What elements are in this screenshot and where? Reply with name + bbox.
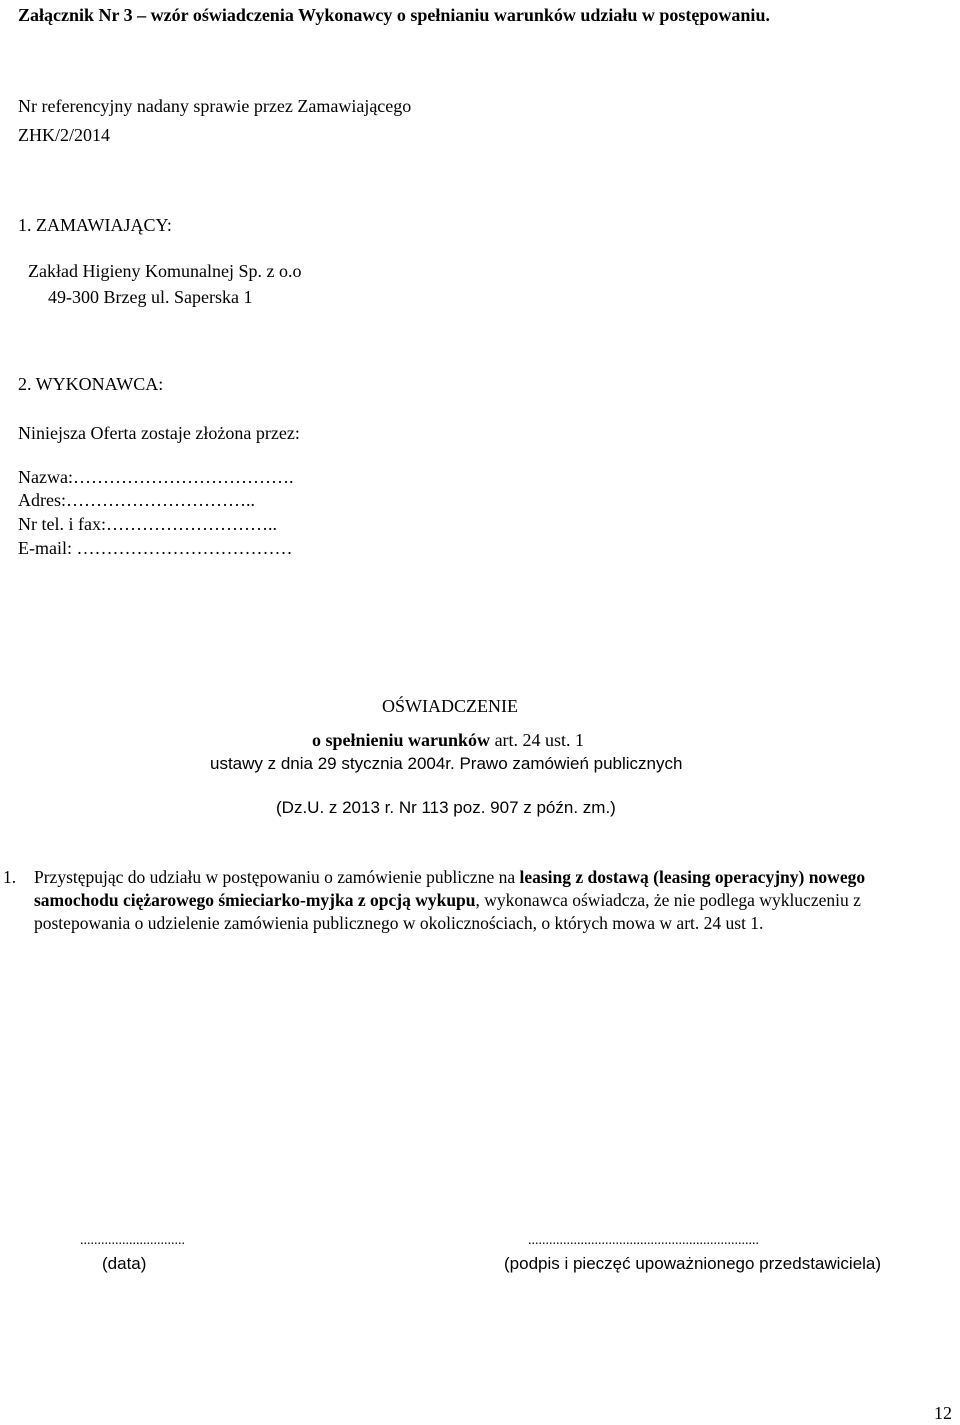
field-blank[interactable]: ………………………….. [66, 490, 255, 510]
field-blank[interactable]: ……………………….. [105, 514, 277, 534]
contractor-field-address [18, 491, 255, 509]
contractor-heading: 2. WYKONAWCA: [18, 374, 164, 394]
declaration-paragraph [34, 866, 942, 935]
statement-line-1-bold: o spełnieniu warunków [312, 730, 491, 750]
document-header-title: Załącznik Nr 3 – wzór oświadczenia Wykonawcy o spełnianiu warunków udziału w postępowaniu. [18, 5, 770, 25]
statement-line-3: (Dz.U. z 2013 r. Nr 113 poz. 907 z późn. zm.) [276, 798, 616, 817]
field-label: Nazwa: [18, 467, 73, 487]
statement-line-2: ustawy z dnia 29 stycznia 2004r. Prawo zamówień publicznych [210, 754, 683, 773]
page-number: 12 [934, 1403, 952, 1423]
statement-title: OŚWIADCZENIE [382, 696, 518, 716]
reference-label: Nr referencyjny nadany sprawie przez Zamawiającego [18, 96, 412, 116]
signature-dotted-line[interactable]: .................................................................. [528, 1233, 759, 1248]
field-label: Adres: [18, 490, 66, 510]
paragraph-text-a: Przystępując do udziału w postępowaniu o zamówienie publiczne na [34, 867, 520, 887]
signature-label: (podpis i pieczęć upoważnionego przedstawiciela) [504, 1254, 882, 1273]
contractor-intro: Niniejsza Oferta zostaje złożona przez: [18, 423, 300, 443]
ordering-party-address: 49-300 Brzeg ul. Saperska 1 [48, 287, 253, 307]
date-dotted-line[interactable]: .............................. [80, 1233, 185, 1248]
field-label: Nr tel. i fax: [18, 514, 106, 534]
paragraph-number: 1. [3, 867, 17, 887]
reference-number: ZHK/2/2014 [18, 125, 110, 145]
contractor-field-phone-fax [18, 515, 277, 533]
field-blank[interactable]: ………………………………. [72, 467, 294, 487]
contractor-field-email [18, 539, 292, 557]
contractor-field-name [18, 468, 293, 486]
field-blank[interactable]: ……………………………… [76, 538, 293, 558]
date-label: (data) [102, 1254, 147, 1273]
statement-line-1-rest: art. 24 ust. 1 [490, 730, 585, 750]
statement-line-1 [312, 731, 584, 749]
paragraph-bold-subject: leasing z dostawą (leasing operacyjny) nowego samochodu ciężarowego śmieciarko-myjka z opcją wykupu [34, 867, 866, 910]
paragraph-text-b: , wykonawca oświadcza, że nie podlega wykluczeniu z postepowania o udzielenie zamówienia publicznego w okolicznościach, o których mowa w art. 24 ust 1. [34, 890, 861, 933]
field-label: E-mail: [18, 538, 72, 558]
ordering-party-name: Zakład Higieny Komunalnej Sp. z o.o [28, 261, 302, 281]
ordering-party-heading: 1. ZAMAWIAJĄCY: [18, 215, 172, 235]
